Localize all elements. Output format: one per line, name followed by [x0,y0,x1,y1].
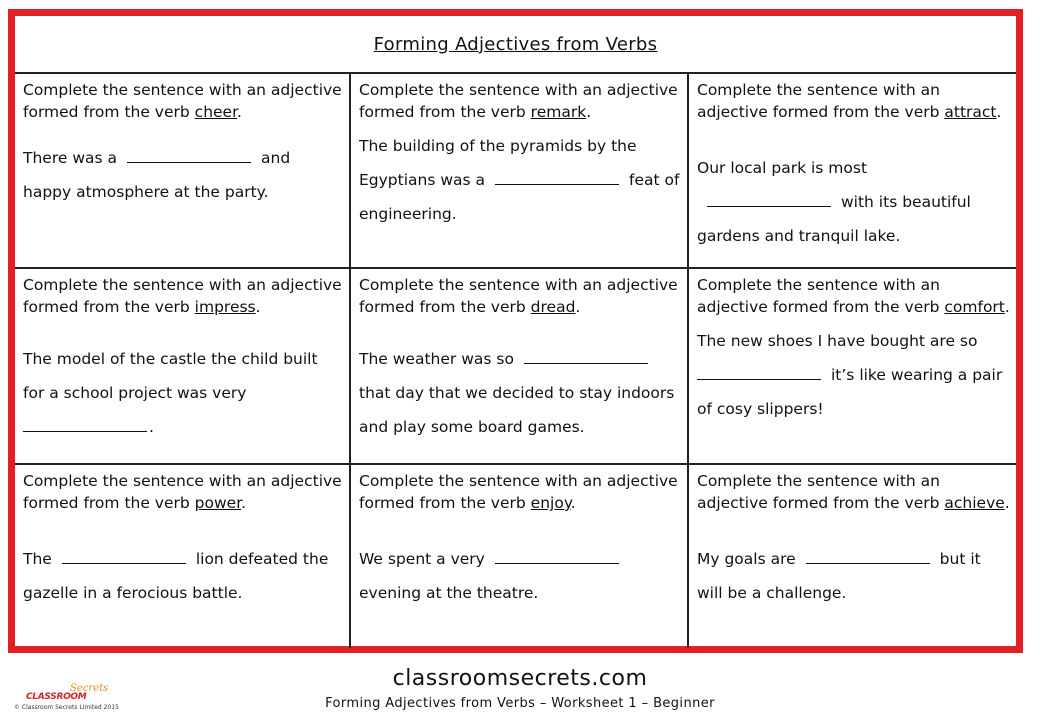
sentence-end: and happy atmosphere at the party. [23,149,291,201]
sentence-end: it’s like wearing a pair of cosy slippers! [697,366,1003,418]
question-cell-4: Complete the sentence with an adjective formed from the verb impress. The model of the castle the child built for a school project was very . [15,269,351,465]
question-cell-9: Complete the sentence with an adjective formed from the verb achieve. My goals are but it will be a challenge. [697,472,1010,602]
sentence-start: The model of the castle the child built for a school project was very [23,350,318,402]
sentence-start: We spent a very [359,550,485,568]
answer-blank[interactable] [495,166,619,185]
instruction-text: Complete the sentence with an adjective formed from the verb [23,472,342,512]
sentence-start: The weather was so [359,350,514,368]
answer-blank[interactable] [707,188,831,207]
logo-script: Secrets [70,683,109,694]
instruction-text: Complete the sentence with an adjective formed from the verb [23,276,342,316]
sentence-start: Our local park is most [697,159,868,177]
question-cell-3: Complete the sentence with an adjective formed from the verb attract. Our local park is mostwith its beautiful gardens and tranquil lake. [689,74,1016,269]
verb: remark [530,103,587,121]
question-cell-1: Complete the sentence with an adjective formed from the verb cheer. There was a and happy atmosphere at the party. [15,74,351,269]
question-cell-7: Complete the sentence with an adjective formed from the verb power. The lion defeated the gazelle in a ferocious battle. [15,465,351,648]
sentence-start: The building of the pyramids by the Egyptians was a [359,137,637,189]
question-cell-6: Complete the sentence with an adjective formed from the verb comfort. The new shoes I have bought are so it’s like wearing a pair of cosy slippers! [689,269,1016,465]
sentence-start: My goals are [697,550,796,568]
verb: power [194,494,242,512]
copyright-text: © Classroom Secrets Limited 2015 [14,704,119,711]
verb: comfort [944,298,1005,316]
footer-worksheet-title: Forming Adjectives from Verbs – Worksheet 1 – Beginner [325,696,715,711]
sentence-end: lion defeated the gazelle in a ferocious battle. [23,550,329,602]
instruction-text: Complete the sentence with an adjective formed from the verb [697,472,940,512]
sentence-end: feat of engineering. [359,171,680,223]
sentence-start: There was a [23,149,117,167]
verb: dread [530,298,576,316]
question-cell-8: Complete the sentence with an adjective formed from the verb enjoy. We spent a veryevening at the theatre. [351,465,689,648]
answer-blank[interactable] [127,144,251,163]
verb: cheer [194,103,238,121]
answer-blank[interactable] [524,345,648,364]
title-row [15,16,1016,74]
answer-blank[interactable] [495,545,619,564]
answer-blank[interactable] [23,413,147,432]
verb: impress [194,298,256,316]
footer-website[interactable]: classroomsecrets.com [392,666,648,691]
question-grid [15,74,1016,648]
sentence-end: but it will be a challenge. [697,550,981,602]
worksheet-frame [8,9,1023,653]
verb: enjoy [530,494,571,512]
sentence-end: with its beautiful gardens and tranquil lake. [697,193,971,245]
sentence-start: The [23,550,52,568]
verb: attract [944,103,997,121]
question-cell-5: Complete the sentence with an adjective formed from the verb dread. The weather was sothat day that we decided to stay indoors and play some board games. [351,269,689,465]
answer-blank[interactable] [806,545,930,564]
instruction-text: Complete the sentence with an adjective formed from the verb [23,81,342,121]
sentence-end: that day that we decided to stay indoors and play some board games. [359,384,675,436]
instruction-text: Complete the sentence with an adjective formed from the verb [697,276,940,316]
sentence-start: The new shoes I have bought are so [697,332,978,350]
verb: achieve [944,494,1005,512]
logo-word: CLASSROOM [26,692,87,702]
answer-blank[interactable] [62,545,186,564]
instruction-text: Complete the sentence with an adjective formed from the verb [697,81,940,121]
sentence-end: evening at the theatre. [359,584,539,602]
instruction-text: Complete the sentence with an adjective formed from the verb [359,472,678,512]
sentence-end: . [149,418,154,436]
instruction-text: Complete the sentence with an adjective formed from the verb [359,81,678,121]
worksheet-title: Forming Adjectives from Verbs [373,33,658,55]
answer-blank[interactable] [697,361,821,380]
instruction-text: Complete the sentence with an adjective formed from the verb [359,276,678,316]
question-cell-2: Complete the sentence with an adjective formed from the verb remark. The building of the pyramids by the Egyptians was a feat of engineering. [351,74,689,269]
